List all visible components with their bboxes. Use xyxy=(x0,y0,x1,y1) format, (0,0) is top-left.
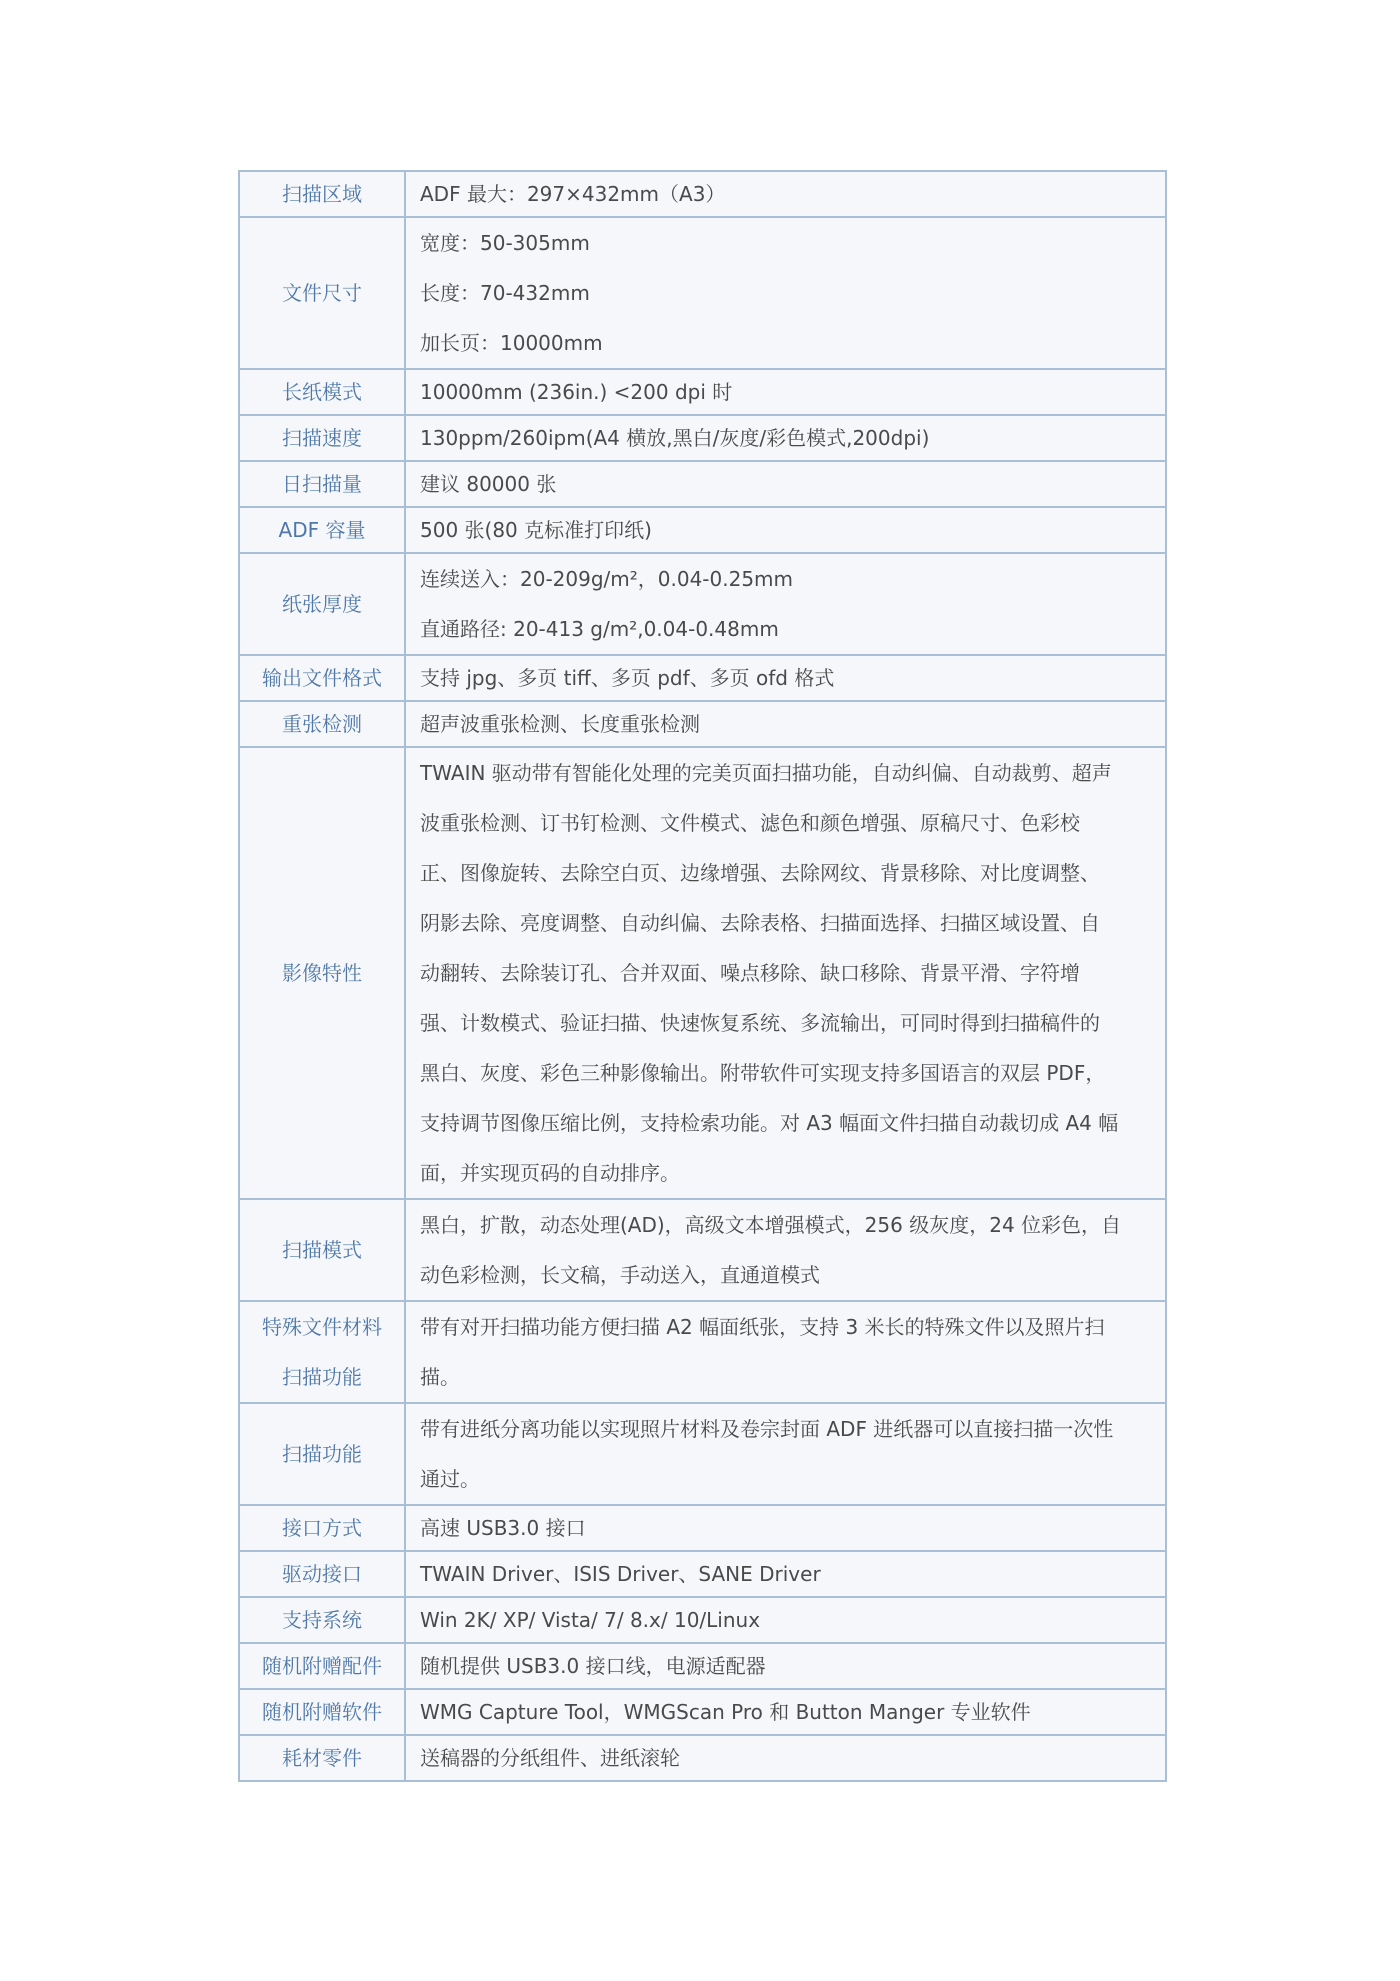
spec-label: 随机附赠软件 xyxy=(262,1700,382,1724)
spec-label-cell xyxy=(239,369,405,415)
spec-value-line: 支持 jpg、多页 tiff、多页 pdf、多页 ofd 格式 xyxy=(420,666,835,690)
spec-row xyxy=(239,747,1166,1199)
spec-label-cell xyxy=(239,553,405,655)
spec-label: 文件尺寸 xyxy=(282,281,362,305)
spec-value-cell xyxy=(405,1301,1166,1403)
spec-value-cell xyxy=(405,747,1166,1199)
spec-label-cell xyxy=(239,1505,405,1551)
spec-label: 扫描速度 xyxy=(282,426,362,450)
spec-value-line: 正、图像旋转、去除空白页、边缘增强、去除网纹、背景移除、对比度调整、 xyxy=(420,861,1100,885)
spec-value-line: 带有进纸分离功能以实现照片材料及卷宗封面 ADF 进纸器可以直接扫描一次性 xyxy=(420,1417,1114,1441)
spec-value-line: 500 张(80 克标准打印纸) xyxy=(420,518,652,542)
spec-label: 影像特性 xyxy=(282,961,362,985)
spec-label-cell xyxy=(239,701,405,747)
spec-value-line: 动翻转、去除装订孔、合并双面、噪点移除、缺口移除、背景平滑、字符增 xyxy=(420,961,1080,985)
spec-label-cell xyxy=(239,415,405,461)
spec-label: 扫描模式 xyxy=(282,1238,362,1262)
spec-row xyxy=(239,171,1166,217)
spec-value-line: TWAIN 驱动带有智能化处理的完美页面扫描功能，自动纠偏、自动裁剪、超声 xyxy=(420,761,1112,785)
spec-label: 长纸模式 xyxy=(282,380,362,404)
spec-value-cell xyxy=(405,701,1166,747)
spec-label-cell xyxy=(239,171,405,217)
spec-label: 特殊文件材料 xyxy=(262,1315,382,1339)
spec-value-line: WMG Capture Tool，WMGScan Pro 和 Button Manger 专业软件 xyxy=(420,1700,1031,1724)
spec-label: 扫描功能 xyxy=(282,1365,362,1389)
spec-label-cell xyxy=(239,1301,405,1403)
spec-row xyxy=(239,1301,1166,1403)
spec-row xyxy=(239,1199,1166,1301)
spec-value-line: 面，并实现页码的自动排序。 xyxy=(420,1161,680,1185)
spec-value-line: Win 2K/ XP/ Vista/ 7/ 8.x/ 10/Linux xyxy=(420,1608,761,1632)
spec-value-line: 10000mm (236in.) <200 dpi 时 xyxy=(420,380,733,404)
spec-value-line: TWAIN Driver、ISIS Driver、SANE Driver xyxy=(420,1562,821,1586)
spec-label-cell xyxy=(239,1735,405,1781)
spec-row xyxy=(239,553,1166,655)
spec-value-line: 动色彩检测，长文稿，手动送入，直通道模式 xyxy=(420,1263,820,1287)
spec-value-cell xyxy=(405,217,1166,369)
spec-value-line: 黑白、灰度、彩色三种影像输出。附带软件可实现支持多国语言的双层 PDF， xyxy=(420,1061,1106,1085)
spec-label-cell xyxy=(239,1551,405,1597)
spec-row xyxy=(239,701,1166,747)
spec-row xyxy=(239,1551,1166,1597)
spec-row xyxy=(239,217,1166,369)
spec-value-line: 超声波重张检测、长度重张检测 xyxy=(420,712,700,736)
spec-label: 重张检测 xyxy=(282,712,362,736)
spec-label: 输出文件格式 xyxy=(262,666,382,690)
spec-label: 扫描功能 xyxy=(282,1442,362,1466)
spec-row xyxy=(239,1643,1166,1689)
spec-row xyxy=(239,655,1166,701)
spec-label-cell xyxy=(239,461,405,507)
spec-label: 日扫描量 xyxy=(282,472,362,496)
spec-value-cell xyxy=(405,1551,1166,1597)
spec-value-cell xyxy=(405,1403,1166,1505)
spec-label-cell xyxy=(239,507,405,553)
spec-label-cell xyxy=(239,1643,405,1689)
spec-row xyxy=(239,1689,1166,1735)
spec-value-cell xyxy=(405,461,1166,507)
spec-value-line: 直通路径: 20-413 g/m²,0.04-0.48mm xyxy=(420,617,779,641)
spec-table xyxy=(238,170,1167,1782)
spec-label: 接口方式 xyxy=(282,1516,362,1540)
spec-value-cell xyxy=(405,1689,1166,1735)
spec-value-line: 带有对开扫描功能方便扫描 A2 幅面纸张，支持 3 米长的特殊文件以及照片扫 xyxy=(420,1315,1105,1339)
spec-label-cell xyxy=(239,217,405,369)
spec-row xyxy=(239,1403,1166,1505)
spec-label: 耗材零件 xyxy=(282,1746,362,1770)
spec-label-cell xyxy=(239,655,405,701)
spec-value-line: 连续送入：20-209g/m²，0.04-0.25mm xyxy=(420,567,794,591)
spec-label-cell xyxy=(239,1403,405,1505)
spec-value-line: 波重张检测、订书钉检测、文件模式、滤色和颜色增强、原稿尺寸、色彩校 xyxy=(420,811,1080,835)
spec-row xyxy=(239,461,1166,507)
spec-label-cell xyxy=(239,1199,405,1301)
spec-label: 随机附赠配件 xyxy=(262,1654,382,1678)
spec-value-line: 送稿器的分纸组件、进纸滚轮 xyxy=(420,1746,680,1770)
spec-row xyxy=(239,1597,1166,1643)
spec-value-line: 高速 USB3.0 接口 xyxy=(420,1516,586,1540)
spec-row xyxy=(239,507,1166,553)
spec-row xyxy=(239,415,1166,461)
spec-value-cell xyxy=(405,1505,1166,1551)
spec-value-cell xyxy=(405,1643,1166,1689)
spec-label-cell xyxy=(239,747,405,1199)
spec-value-line: 描。 xyxy=(420,1365,460,1389)
spec-value-cell xyxy=(405,655,1166,701)
spec-label: 驱动接口 xyxy=(282,1562,362,1586)
spec-value-line: 通过。 xyxy=(420,1467,480,1491)
spec-value-cell xyxy=(405,507,1166,553)
spec-value-line: ADF 最大：297×432mm（A3） xyxy=(420,182,726,206)
spec-value-line: 阴影去除、亮度调整、自动纠偏、去除表格、扫描面选择、扫描区域设置、自 xyxy=(420,911,1100,935)
spec-label-cell xyxy=(239,1597,405,1643)
spec-label: 支持系统 xyxy=(282,1608,362,1632)
spec-value-cell xyxy=(405,553,1166,655)
spec-value-line: 建议 80000 张 xyxy=(420,472,557,496)
spec-value-cell xyxy=(405,369,1166,415)
spec-value-cell xyxy=(405,171,1166,217)
spec-value-cell xyxy=(405,415,1166,461)
spec-value-line: 随机提供 USB3.0 接口线，电源适配器 xyxy=(420,1654,766,1678)
spec-value-cell xyxy=(405,1199,1166,1301)
spec-value-line: 加长页：10000mm xyxy=(420,331,603,355)
spec-value-line: 130ppm/260ipm(A4 横放,黑白/灰度/彩色模式,200dpi) xyxy=(420,426,930,450)
spec-value-line: 长度：70-432mm xyxy=(420,281,590,305)
spec-value-line: 强、计数模式、验证扫描、快速恢复系统、多流输出，可同时得到扫描稿件的 xyxy=(420,1011,1100,1035)
spec-value-line: 黑白，扩散，动态处理(AD)，高级文本增强模式，256 级灰度，24 位彩色，自 xyxy=(420,1213,1122,1237)
spec-value-cell xyxy=(405,1597,1166,1643)
spec-row xyxy=(239,369,1166,415)
spec-label: 纸张厚度 xyxy=(282,592,362,616)
spec-label: ADF 容量 xyxy=(278,518,366,542)
spec-label-cell xyxy=(239,1689,405,1735)
spec-row xyxy=(239,1505,1166,1551)
spec-label: 扫描区域 xyxy=(282,182,362,206)
spec-table-body xyxy=(239,171,1166,1781)
spec-value-line: 支持调节图像压缩比例，支持检索功能。对 A3 幅面文件扫描自动裁切成 A4 幅 xyxy=(420,1111,1119,1135)
spec-value-line: 宽度：50-305mm xyxy=(420,231,590,255)
spec-row xyxy=(239,1735,1166,1781)
spec-value-cell xyxy=(405,1735,1166,1781)
